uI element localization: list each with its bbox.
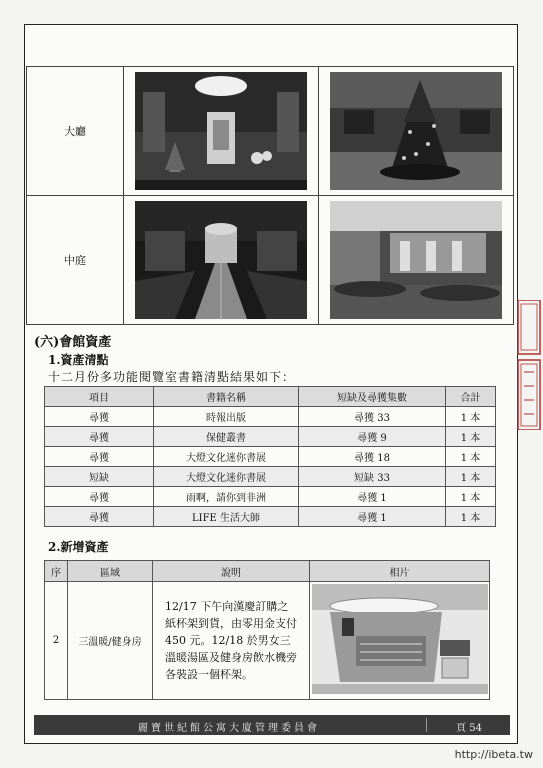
col-description: 說明 [153, 561, 310, 582]
cell-status: 尋獲 1 [299, 487, 446, 507]
cell-total: 1 本 [446, 407, 496, 427]
cell-status: 短缺 33 [299, 467, 446, 487]
table-row [45, 487, 496, 507]
footer-divider [426, 718, 427, 732]
table-header-row [45, 387, 496, 407]
subsection-title-new-assets: 2.新增資產 [48, 540, 109, 554]
table-row [45, 467, 496, 487]
page-footer [34, 715, 510, 735]
atrium-photo-1 [124, 196, 319, 325]
cell-status: 尋獲 9 [299, 427, 446, 447]
lobby-photo-1 [124, 67, 319, 196]
cell-total: 1 本 [446, 467, 496, 487]
section-title: (六)會館資產 [34, 335, 112, 350]
col-no: 序 [45, 561, 68, 582]
cell-book-name: 大燈文化迷你書展 [154, 467, 299, 487]
cell-item: 尋獲 [45, 487, 154, 507]
cell-description: 12/17 下午向漢慶訂購之紙杯架到貨，由零用金支付 450 元。12/18 於男女三溫暖湯區及健身房飲水機旁各裝設一個杯架。 [153, 582, 310, 700]
cell-total: 1 本 [446, 427, 496, 447]
table-header-row [45, 561, 490, 582]
table-row [45, 427, 496, 447]
cell-book-name: 雨啊，請你到非洲 [154, 487, 299, 507]
col-area: 區域 [68, 561, 153, 582]
new-assets-table [44, 560, 490, 700]
cell-status: 尋獲 18 [299, 447, 446, 467]
cell-area: 三溫暖/健身房 [68, 582, 153, 700]
cell-total: 1 本 [446, 447, 496, 467]
photo-table [26, 66, 514, 325]
cell-item: 尋獲 [45, 427, 154, 447]
cell-item: 尋獲 [45, 407, 154, 427]
table-row [45, 447, 496, 467]
cell-no: 2 [45, 582, 68, 700]
photo-row-label: 中庭 [27, 196, 124, 325]
table-row [45, 507, 496, 527]
watermark-url: http://ibeta.tw [454, 748, 533, 761]
cell-book-name: 時報出版 [154, 407, 299, 427]
col-photo: 相片 [310, 561, 490, 582]
photo-row-label: 大廳 [27, 67, 124, 196]
cell-item: 短缺 [45, 467, 154, 487]
cell-status: 尋獲 1 [299, 507, 446, 527]
cell-book-name: 大燈文化迷你書展 [154, 447, 299, 467]
photo-row-lobby [27, 67, 514, 196]
inventory-table [44, 386, 496, 527]
intro-text: 十二月份多功能閱覽室書籍清點結果如下： [48, 370, 296, 384]
col-status: 短缺及尋獲集數 [299, 387, 446, 407]
seal-stamps [516, 300, 543, 430]
photo-row-atrium [27, 196, 514, 325]
subsection-title-asset-count: 1.資產清點 [48, 353, 109, 367]
cell-total: 1 本 [446, 507, 496, 527]
cell-item: 尋獲 [45, 507, 154, 527]
cell-status: 尋獲 33 [299, 407, 446, 427]
cell-item: 尋獲 [45, 447, 154, 467]
col-total: 合計 [446, 387, 496, 407]
lobby-photo-2 [319, 67, 514, 196]
cell-book-name: 保健叢書 [154, 427, 299, 447]
table-row [45, 582, 490, 700]
atrium-photo-2 [319, 196, 514, 325]
footer-title: 麗寶世紀館公寓大廈管理委員會 [138, 723, 320, 734]
table-row [45, 407, 496, 427]
cell-book-name: LIFE 生活大師 [154, 507, 299, 527]
cup-rack-photo [310, 582, 490, 700]
page-number: 頁 54 [456, 723, 482, 734]
col-item: 項目 [45, 387, 154, 407]
cell-total: 1 本 [446, 487, 496, 507]
col-book-name: 書籍名稱 [154, 387, 299, 407]
